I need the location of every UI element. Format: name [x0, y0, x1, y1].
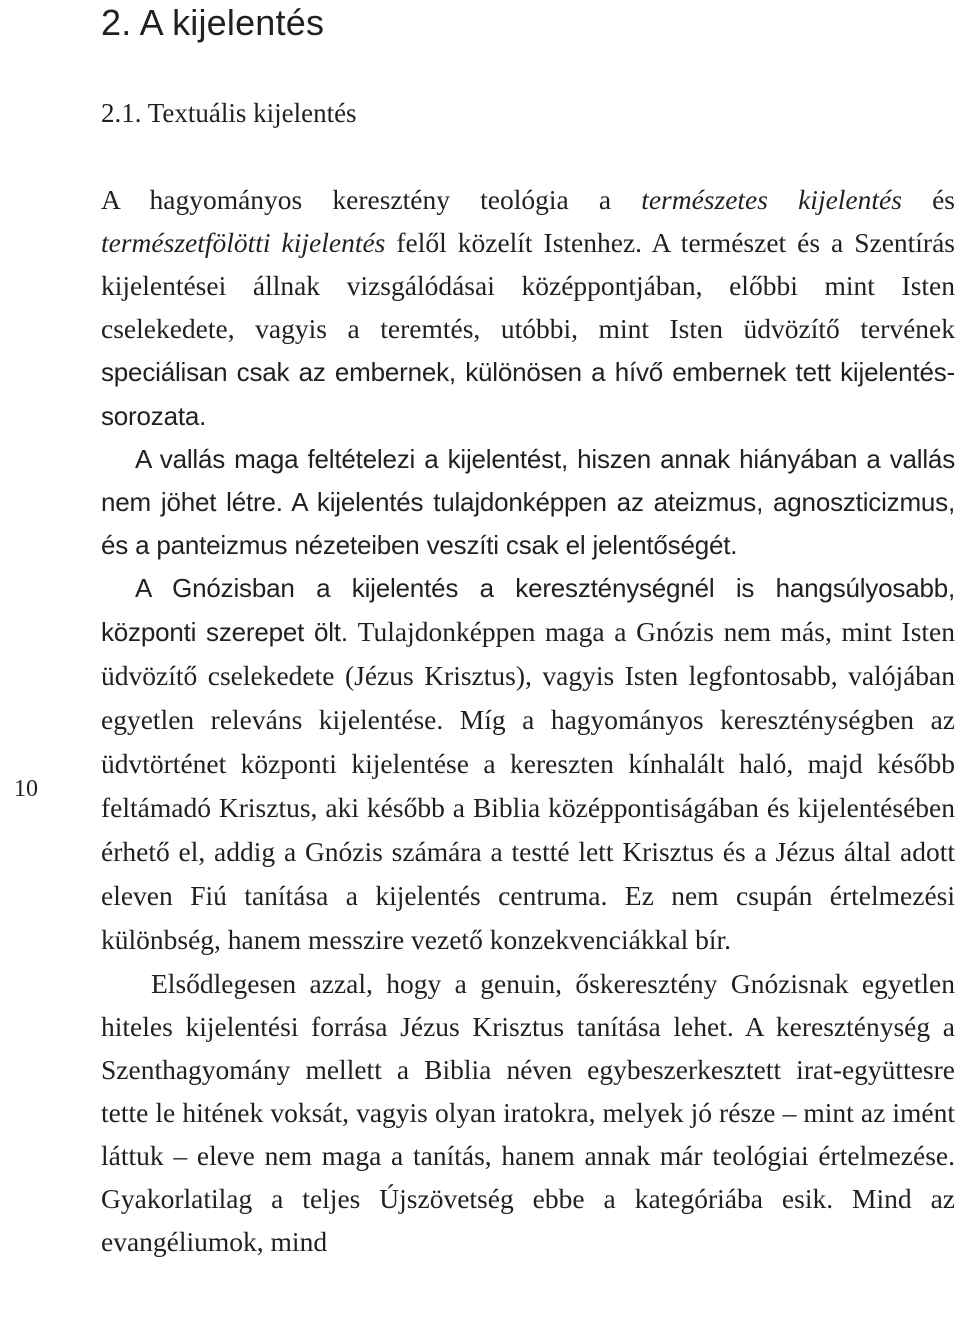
italic-term: természetes kijelentés — [641, 184, 902, 215]
paragraph: Elsődlegesen azzal, hogy a genuin, őskeresztény Gnózisnak egyetlen hiteles kijelentési forrása Jézus Krisztus tanítása lehet. A kereszténység a Szenthagyomány mellett a Biblia néven egybeszerkesztett irat-együttesre tette le hitének voksát, vagyis olyan iratokra, melyek jó része – mint az imént láttuk – eleve nem maga a tanítás, hanem annak már teológiai értelmezése. Gyakorlatilag a teljes Újszövetség ebbe a kategóriába esik. Mind az evangéliumok, mind — [101, 968, 955, 1257]
text-run: speciálisan csak az embernek, különösen a hívő embernek tett kijelentés-sorozata. — [101, 357, 955, 431]
text-run: Tulajdonképpen maga a Gnózis nem más, mint Isten üdvözítő cselekedete (Jézus Krisztus), vagyis Isten legfontosabb, valójában egyetlen releváns kijelentése. Míg a hagyományos kereszténységben az üdvtörténet központi kijelentése a kereszten kínhalált haló, majd később feltámadó Krisztus, aki később a Biblia középpontiságában és kijelentésében érhető el, addig a Gnózis számára a testté lett Krisztus és a Jézus által adott eleven Fiú tanítása a kijelentés centruma. Ez nem csupán értelmezési különbség, hanem messzire vezető konzekvenciákkal bír. — [101, 616, 955, 955]
paragraph — [101, 567, 955, 962]
text-run: A Gnózisban a kijelentés a kereszténységnél is hangsúlyosabb, központi szerepet ölt. — [101, 573, 955, 647]
section-title: 2.1. Textuális kijelentés — [101, 98, 357, 128]
body-text — [101, 178, 955, 1263]
text-run: felől közelít Istenhez. A természet és a Szentírás kijelentései állnak vizsgálódásai középpontjában, előbbi mint Isten cselekedete, vagyis a teremtés, utóbbi, mint Isten üdvözítő tervének — [101, 227, 955, 344]
italic-term: természetfölötti kijelentés — [101, 227, 386, 258]
chapter-title: 2. A kijelentés — [101, 2, 325, 43]
text-run: A hagyományos keresztény teológia a — [101, 184, 642, 215]
text-run: és — [901, 184, 956, 215]
paragraph — [101, 178, 955, 438]
paragraph: A vallás maga feltételezi a kijelentést, hiszen annak hiányában a vallás nem jöhet létre. A kijelentés tulajdonképpen az ateizmus, agnoszticizmus, és a panteizmus nézeteiben veszíti csak el jelentőségét. — [101, 444, 955, 560]
page-number: 10 — [14, 776, 38, 802]
